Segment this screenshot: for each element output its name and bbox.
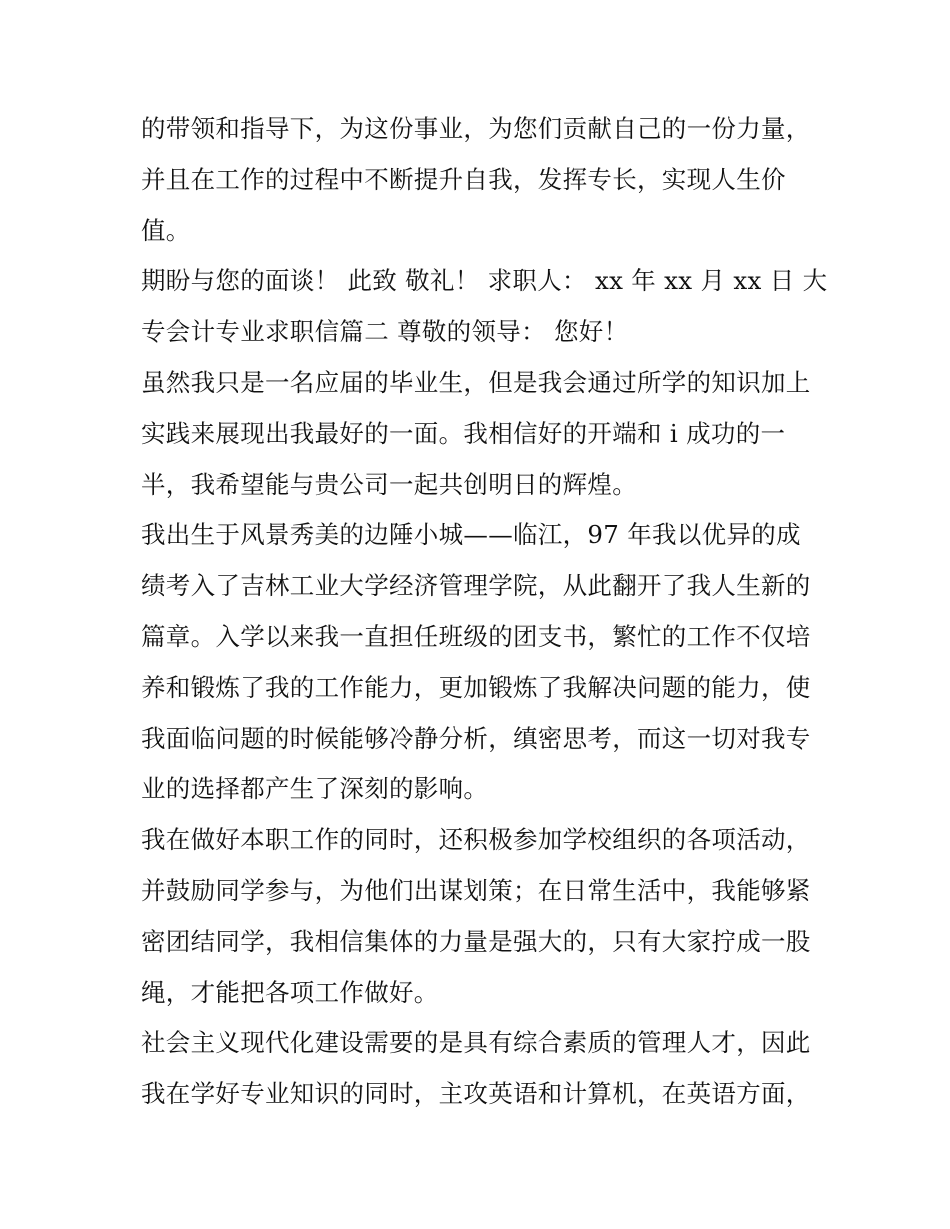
text-line: 虽然我只是一名应届的毕业生，但是我会通过所学的知识加上 xyxy=(141,367,811,397)
text-line: 期盼与您的面谈！ 此致 敬礼！ 求职人： xx 年 xx 月 xx 日 大 xyxy=(141,266,828,296)
text-line: 我在做好本职工作的同时，还积极参加学校组织的各项活动， xyxy=(141,825,811,855)
text-line: 社会主义现代化建设需要的是具有综合素质的管理人才，因此 xyxy=(141,1028,811,1058)
text-line: 并且在工作的过程中不断提升自我，发挥专长，实现人生价 xyxy=(141,164,786,194)
text-line: 绩考入了吉林工业大学经济管理学院，从此翻开了我人生新的 xyxy=(141,571,811,601)
text-line: 养和锻炼了我的工作能力，更加锻炼了我解决问题的能力，使 xyxy=(141,672,811,702)
text-line: 我在学好专业知识的同时，主攻英语和计算机，在英语方面， xyxy=(141,1079,811,1109)
text-line: 篇章。入学以来我一直担任班级的团支书，繁忙的工作不仅培 xyxy=(141,621,811,651)
text-line: 我面临问题的时候能够冷静分析，缜密思考，而这一切对我专 xyxy=(141,723,811,753)
text-line: 的带领和指导下，为这份事业，为您们贡献自己的一份力量， xyxy=(141,114,811,143)
letter-body xyxy=(141,104,828,1120)
text-line: 我出生于风景秀美的边陲小城——临江，97 年我以优异的成 xyxy=(141,520,801,550)
text-line: 专会计专业求职信篇二 尊敬的领导： 您好！ xyxy=(141,317,629,347)
text-line: 实践来展现出我最好的一面。我相信好的开端和 i 成功的一 xyxy=(141,418,786,448)
text-line: 并鼓励同学参与，为他们出谋划策；在日常生活中，我能够紧 xyxy=(141,875,811,905)
text-line: 业的选择都产生了深刻的影响。 xyxy=(141,774,489,804)
text-line: 绳，才能把各项工作做好。 xyxy=(141,977,439,1007)
text-line: 密团结同学，我相信集体的力量是强大的，只有大家拧成一股 xyxy=(141,926,811,956)
text-line: 值。 xyxy=(141,215,191,245)
text-line: 半，我希望能与贵公司一起共创明日的辉煌。 xyxy=(141,469,637,499)
